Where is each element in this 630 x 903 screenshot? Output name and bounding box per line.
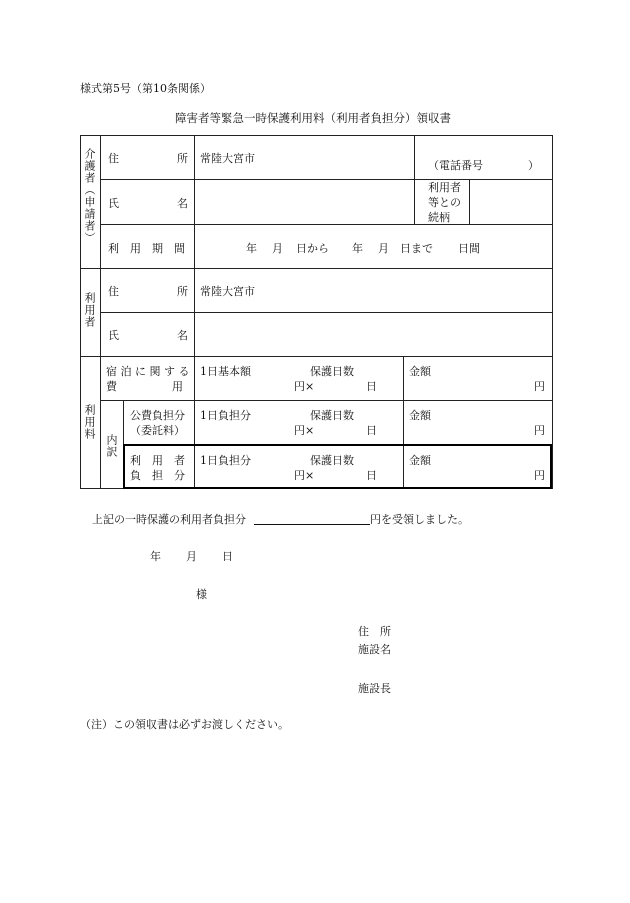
user-share-yen: 円 [534, 469, 545, 482]
period-month: 月 [272, 242, 283, 255]
period-year-2: 年 [352, 242, 363, 255]
caregiver-address-label-2: 所 [177, 152, 188, 165]
public-daily-label: 1日負担分 [200, 409, 251, 422]
form-number: 様式第5号（第10条関係） [80, 82, 211, 95]
caregiver-address-value: 常陸大宮市 [200, 152, 255, 165]
lodging-amount-label: 金額 [409, 365, 431, 378]
breakdown-label: 内訳 [105, 434, 118, 458]
note-text: （注）この領収書は必ずお渡しください。 [80, 718, 289, 731]
user-share-yen-times: 円× [294, 469, 315, 482]
document-title: 障害者等緊急一時保護利用料（利用者負担分）領収書 [175, 111, 451, 125]
user-share-label-2: 負 担 分 [130, 469, 185, 482]
user-share-amount-label: 金額 [409, 454, 431, 467]
period-day-from: 日から [296, 242, 329, 255]
user-share-days-label: 保護日数 [310, 454, 354, 467]
date-day: 日 [222, 550, 233, 563]
period-year: 年 [246, 242, 257, 255]
public-yen-times: 円× [294, 424, 315, 437]
facility-director-label: 施設長 [358, 682, 391, 695]
period-days: 日間 [458, 242, 480, 255]
lodging-yen: 円 [534, 380, 545, 393]
user-share-daily-label: 1日負担分 [200, 454, 251, 467]
public-label-2: （委託料） [130, 424, 185, 437]
public-days-label: 保護日数 [310, 409, 354, 422]
user-address-value: 常陸大宮市 [200, 285, 255, 298]
facility-address-label: 住 所 [358, 625, 391, 638]
public-amount-label: 金額 [409, 409, 431, 422]
caregiver-name-label-2: 名 [177, 197, 188, 210]
receipt-amount-underline [254, 524, 370, 525]
caregiver-phone-close: ） [528, 159, 539, 172]
date-year: 年 [150, 550, 161, 563]
recipient-sama: 様 [196, 588, 207, 601]
lodging-days-label: 保護日数 [310, 365, 354, 378]
lodging-base-label: 1日基本額 [200, 365, 251, 378]
lodging-day-unit: 日 [366, 380, 377, 393]
public-label-1: 公費負担分 [130, 409, 185, 422]
date-month: 月 [186, 550, 197, 563]
fee-section-label: 利用料 [83, 404, 96, 440]
user-address-label-2: 所 [177, 285, 188, 298]
caregiver-phone-label: （電話番号 [428, 159, 483, 172]
lodging-yen-times: 円× [294, 380, 315, 393]
user-name-label-1: 氏 [108, 329, 119, 342]
receipt-text-after: 円を受領しました。 [370, 513, 469, 526]
period-day-to: 日まで [400, 242, 433, 255]
public-day-unit: 日 [366, 424, 377, 437]
user-name-label-2: 名 [177, 329, 188, 342]
relation-label-line-3: 続柄 [428, 211, 450, 224]
user-share-day-unit: 日 [366, 469, 377, 482]
period-label: 利 用 期 間 [108, 242, 185, 255]
caregiver-name-label-1: 氏 [108, 197, 119, 210]
lodging-label-2: 費 用 [106, 380, 183, 393]
user-address-label-1: 住 [108, 285, 119, 298]
caregiver-section-label: 介護者（申請者） [83, 148, 96, 244]
lodging-label-1: 宿 泊 に 関 す る [106, 365, 190, 378]
receipt-text-before: 上記の一時保護の利用者負担分 [92, 513, 246, 526]
caregiver-address-label-1: 住 [108, 152, 119, 165]
relation-label-line-1: 利用者 [428, 181, 461, 194]
user-section-label: 利用者 [83, 292, 96, 328]
relation-label [428, 180, 461, 225]
facility-name-label: 施設名 [358, 643, 391, 656]
public-yen: 円 [534, 424, 545, 437]
user-share-label-1: 利 用 者 [130, 454, 185, 467]
relation-label-line-2: 等との [428, 196, 461, 209]
period-month-2: 月 [378, 242, 389, 255]
